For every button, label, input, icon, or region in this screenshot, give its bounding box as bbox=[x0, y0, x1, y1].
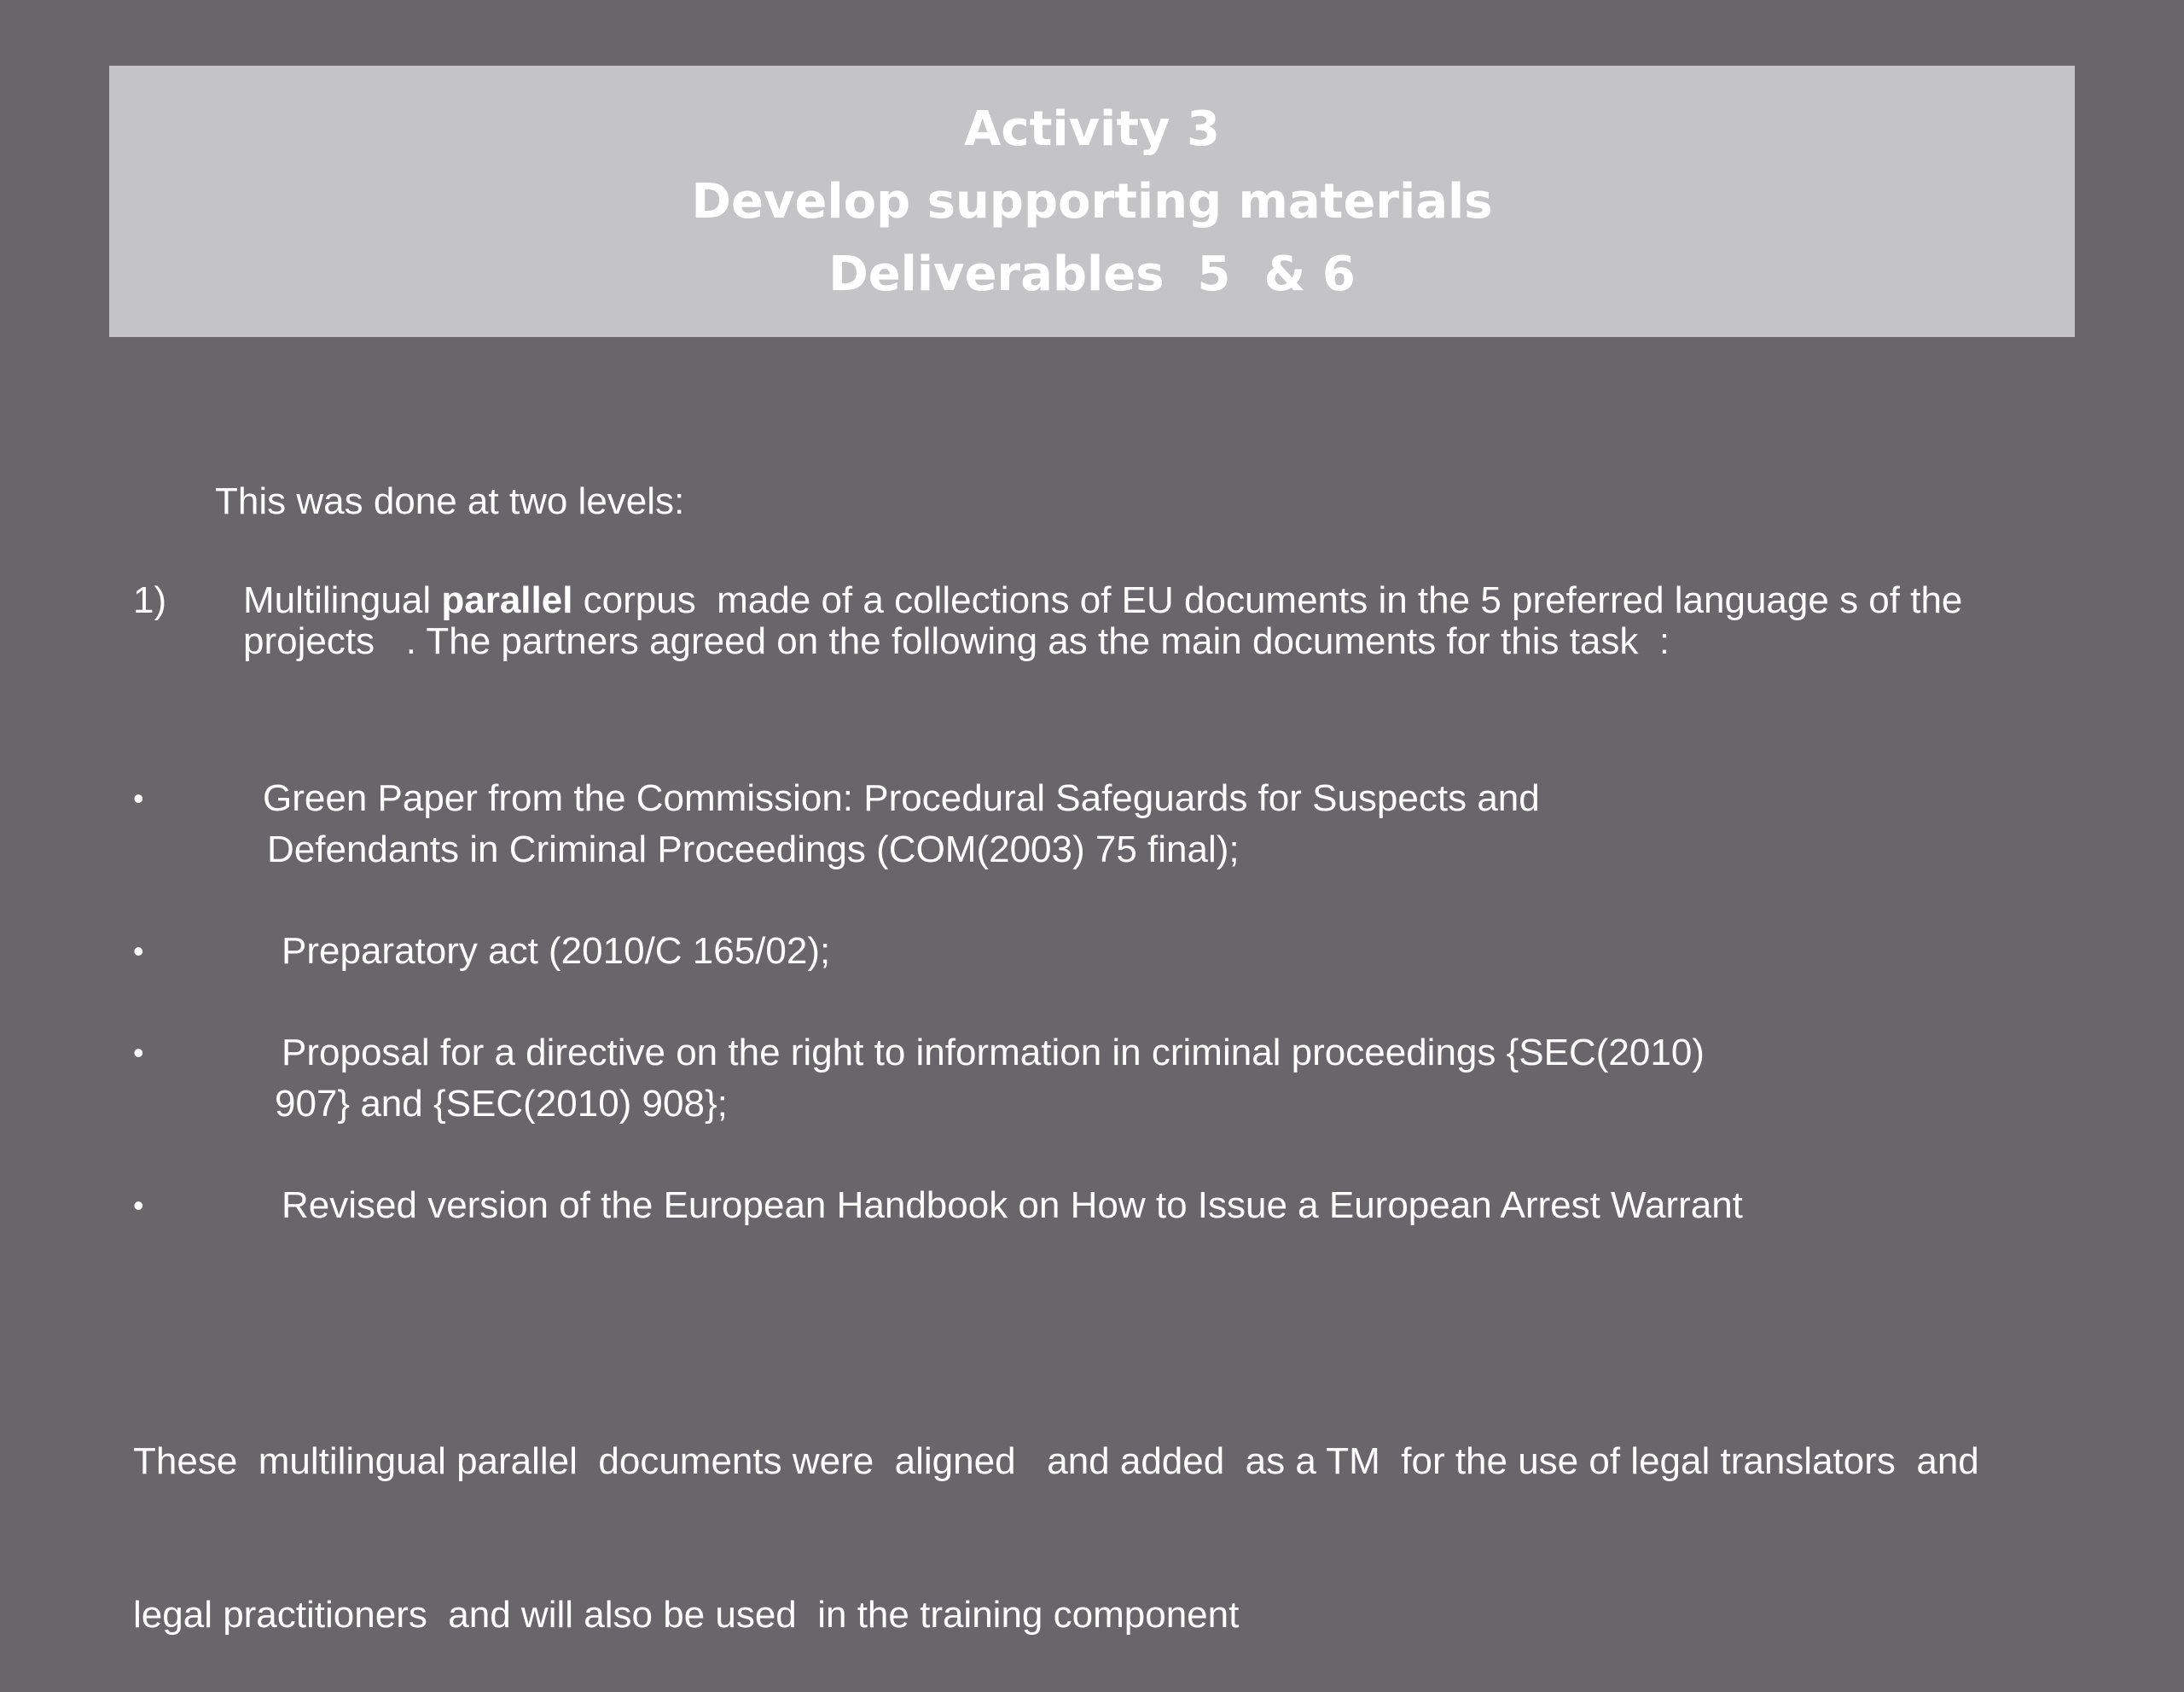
bullet-line-1: Revised version of the European Handbook on How to Issue a European Arrest Warrant bbox=[282, 1184, 1743, 1226]
closing-line-1: These multilingual parallel documents were aligned and added as a TM for the use of legal translators and bbox=[133, 1440, 1979, 1482]
bullet-item bbox=[133, 1027, 1705, 1130]
item-number: 1) bbox=[133, 579, 167, 621]
numbered-item-1 bbox=[133, 580, 2095, 662]
bullet-line-1: Green Paper from the Commission: Procedural Safeguards for Suspects and bbox=[263, 777, 1540, 819]
title-line-2: Develop supporting materials bbox=[691, 173, 1493, 230]
title-line-1: Activity 3 bbox=[964, 101, 1220, 157]
bullet-item bbox=[133, 1180, 1743, 1231]
bullet-icon: • bbox=[133, 1035, 144, 1070]
bullet-item bbox=[133, 926, 830, 977]
bullet-icon: • bbox=[133, 1188, 144, 1223]
numbered-item-line-1 bbox=[243, 580, 2095, 621]
closing-line-2: legal practitioners and will also be used in the training component bbox=[133, 1594, 1240, 1636]
intro-text: This was done at two levels: bbox=[215, 480, 685, 522]
title-line-3: Deliverables 5 & 6 bbox=[828, 246, 1356, 302]
bullet-line-1: Proposal for a directive on the right to information in criminal proceedings {SEC(2010) bbox=[282, 1032, 1705, 1073]
bullet-icon: • bbox=[133, 933, 144, 968]
title-banner bbox=[109, 66, 2075, 337]
closing-paragraph bbox=[133, 1334, 1979, 1692]
bullet-line-1: Preparatory act (2010/C 165/02); bbox=[282, 930, 831, 972]
text-before-bold: Multilingual bbox=[243, 579, 442, 621]
bullet-icon: • bbox=[133, 781, 144, 816]
bold-word: parallel bbox=[441, 579, 573, 621]
bullet-line-2: Defendants in Criminal Proceedings (COM(2003) 75 final); bbox=[267, 829, 1240, 870]
numbered-item-line-2: projects . The partners agreed on the following as the main documents for this task : bbox=[243, 620, 1670, 662]
text-after-bold: corpus made of a collections of EU documents in the 5 preferred language s of the bbox=[572, 579, 1963, 621]
bullet-item bbox=[133, 773, 1540, 875]
bullet-line-2: 907} and {SEC(2010) 908}; bbox=[275, 1083, 728, 1125]
